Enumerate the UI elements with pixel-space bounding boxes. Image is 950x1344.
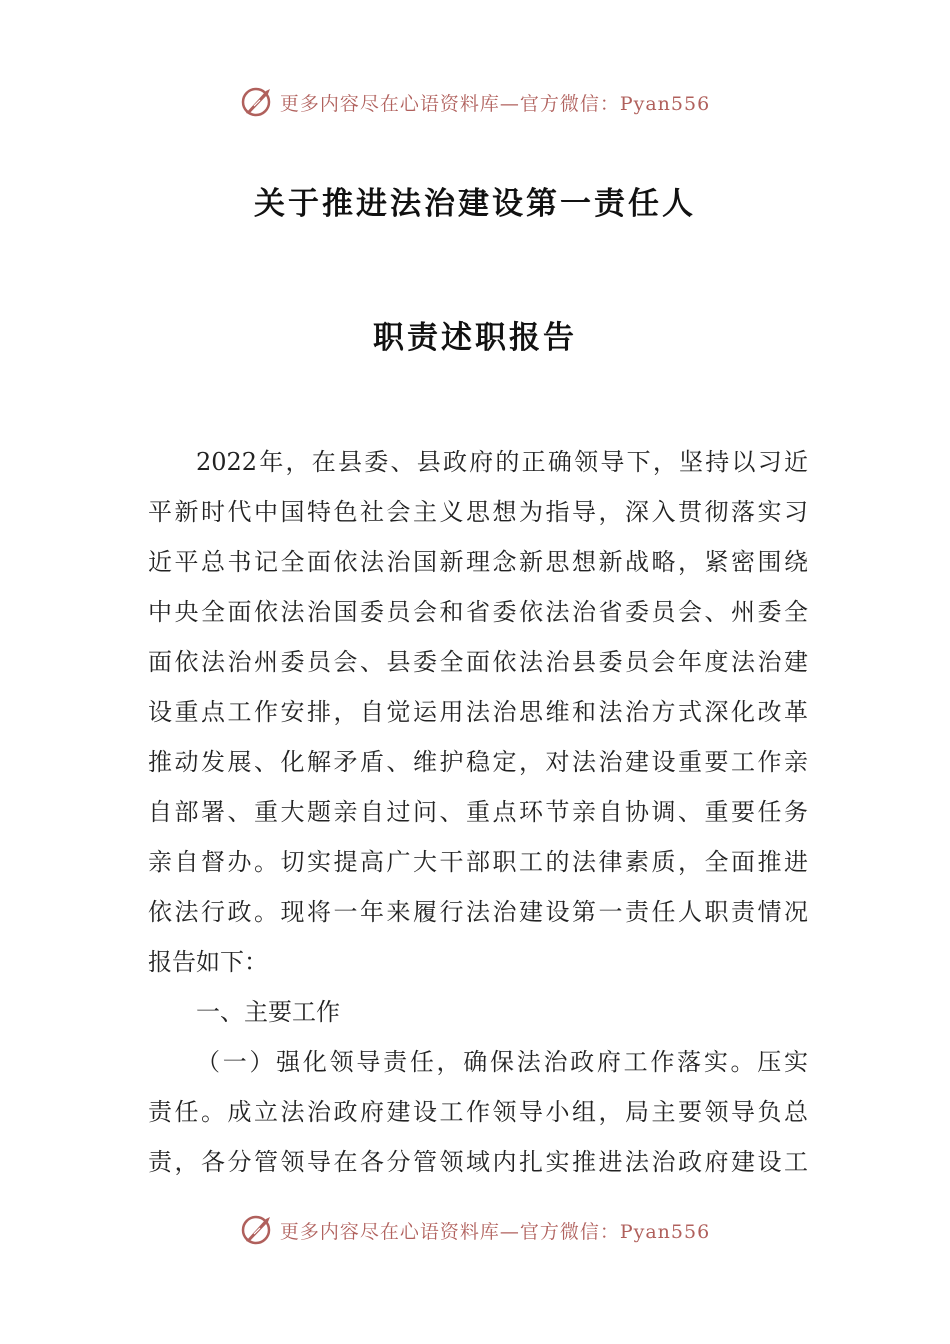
document-title-line-2: 职责述职报告	[373, 320, 577, 356]
section-heading: 一、主要工作	[196, 998, 340, 1026]
body-line: 自部署、重大题亲自过问、重点环节亲自协调、重要任务	[148, 798, 808, 826]
subsection-heading-line: （一）强化领导责任，确保法治政府工作落实。压实	[196, 1048, 808, 1076]
body-line: 报告如下：	[148, 948, 268, 976]
body-line: 中央全面依法治国委员会和省委依法治省委员会、州委全	[148, 598, 808, 626]
body-line: 设重点工作安排，自觉运用法治思维和法治方式深化改革	[148, 698, 808, 726]
quill-circle-icon	[240, 85, 274, 119]
document-title-line-1: 关于推进法治建设第一责任人	[254, 186, 696, 222]
watermark-banner-top	[0, 82, 950, 122]
body-line: 责任。成立法治政府建设工作领导小组，局主要领导负总	[148, 1098, 808, 1126]
watermark-banner-bottom	[0, 1210, 950, 1250]
watermark-text: 更多内容尽在心语资料库—官方微信：Pyan556	[279, 1220, 711, 1243]
quill-circle-icon	[240, 1213, 274, 1247]
body-line: 2022年，在县委、县政府的正确领导下，坚持以习近	[196, 448, 808, 476]
report-body	[148, 437, 808, 1187]
body-line: 依法行政。现将一年来履行法治建设第一责任人职责情况	[148, 898, 808, 926]
body-line: 责，各分管领导在各分管领域内扎实推进法治政府建设工	[148, 1148, 808, 1176]
watermark-text: 更多内容尽在心语资料库—官方微信：Pyan556	[279, 92, 711, 115]
body-line: 平新时代中国特色社会主义思想为指导，深入贯彻落实习	[148, 498, 808, 526]
body-line: 近平总书记全面依法治国新理念新思想新战略，紧密围绕	[148, 548, 808, 576]
body-line: 亲自督办。切实提高广大干部职工的法律素质，全面推进	[148, 848, 808, 876]
body-line: 推动发展、化解矛盾、维护稳定，对法治建设重要工作亲	[148, 748, 808, 776]
body-line: 面依法治州委员会、县委全面依法治县委员会年度法治建	[148, 648, 808, 676]
